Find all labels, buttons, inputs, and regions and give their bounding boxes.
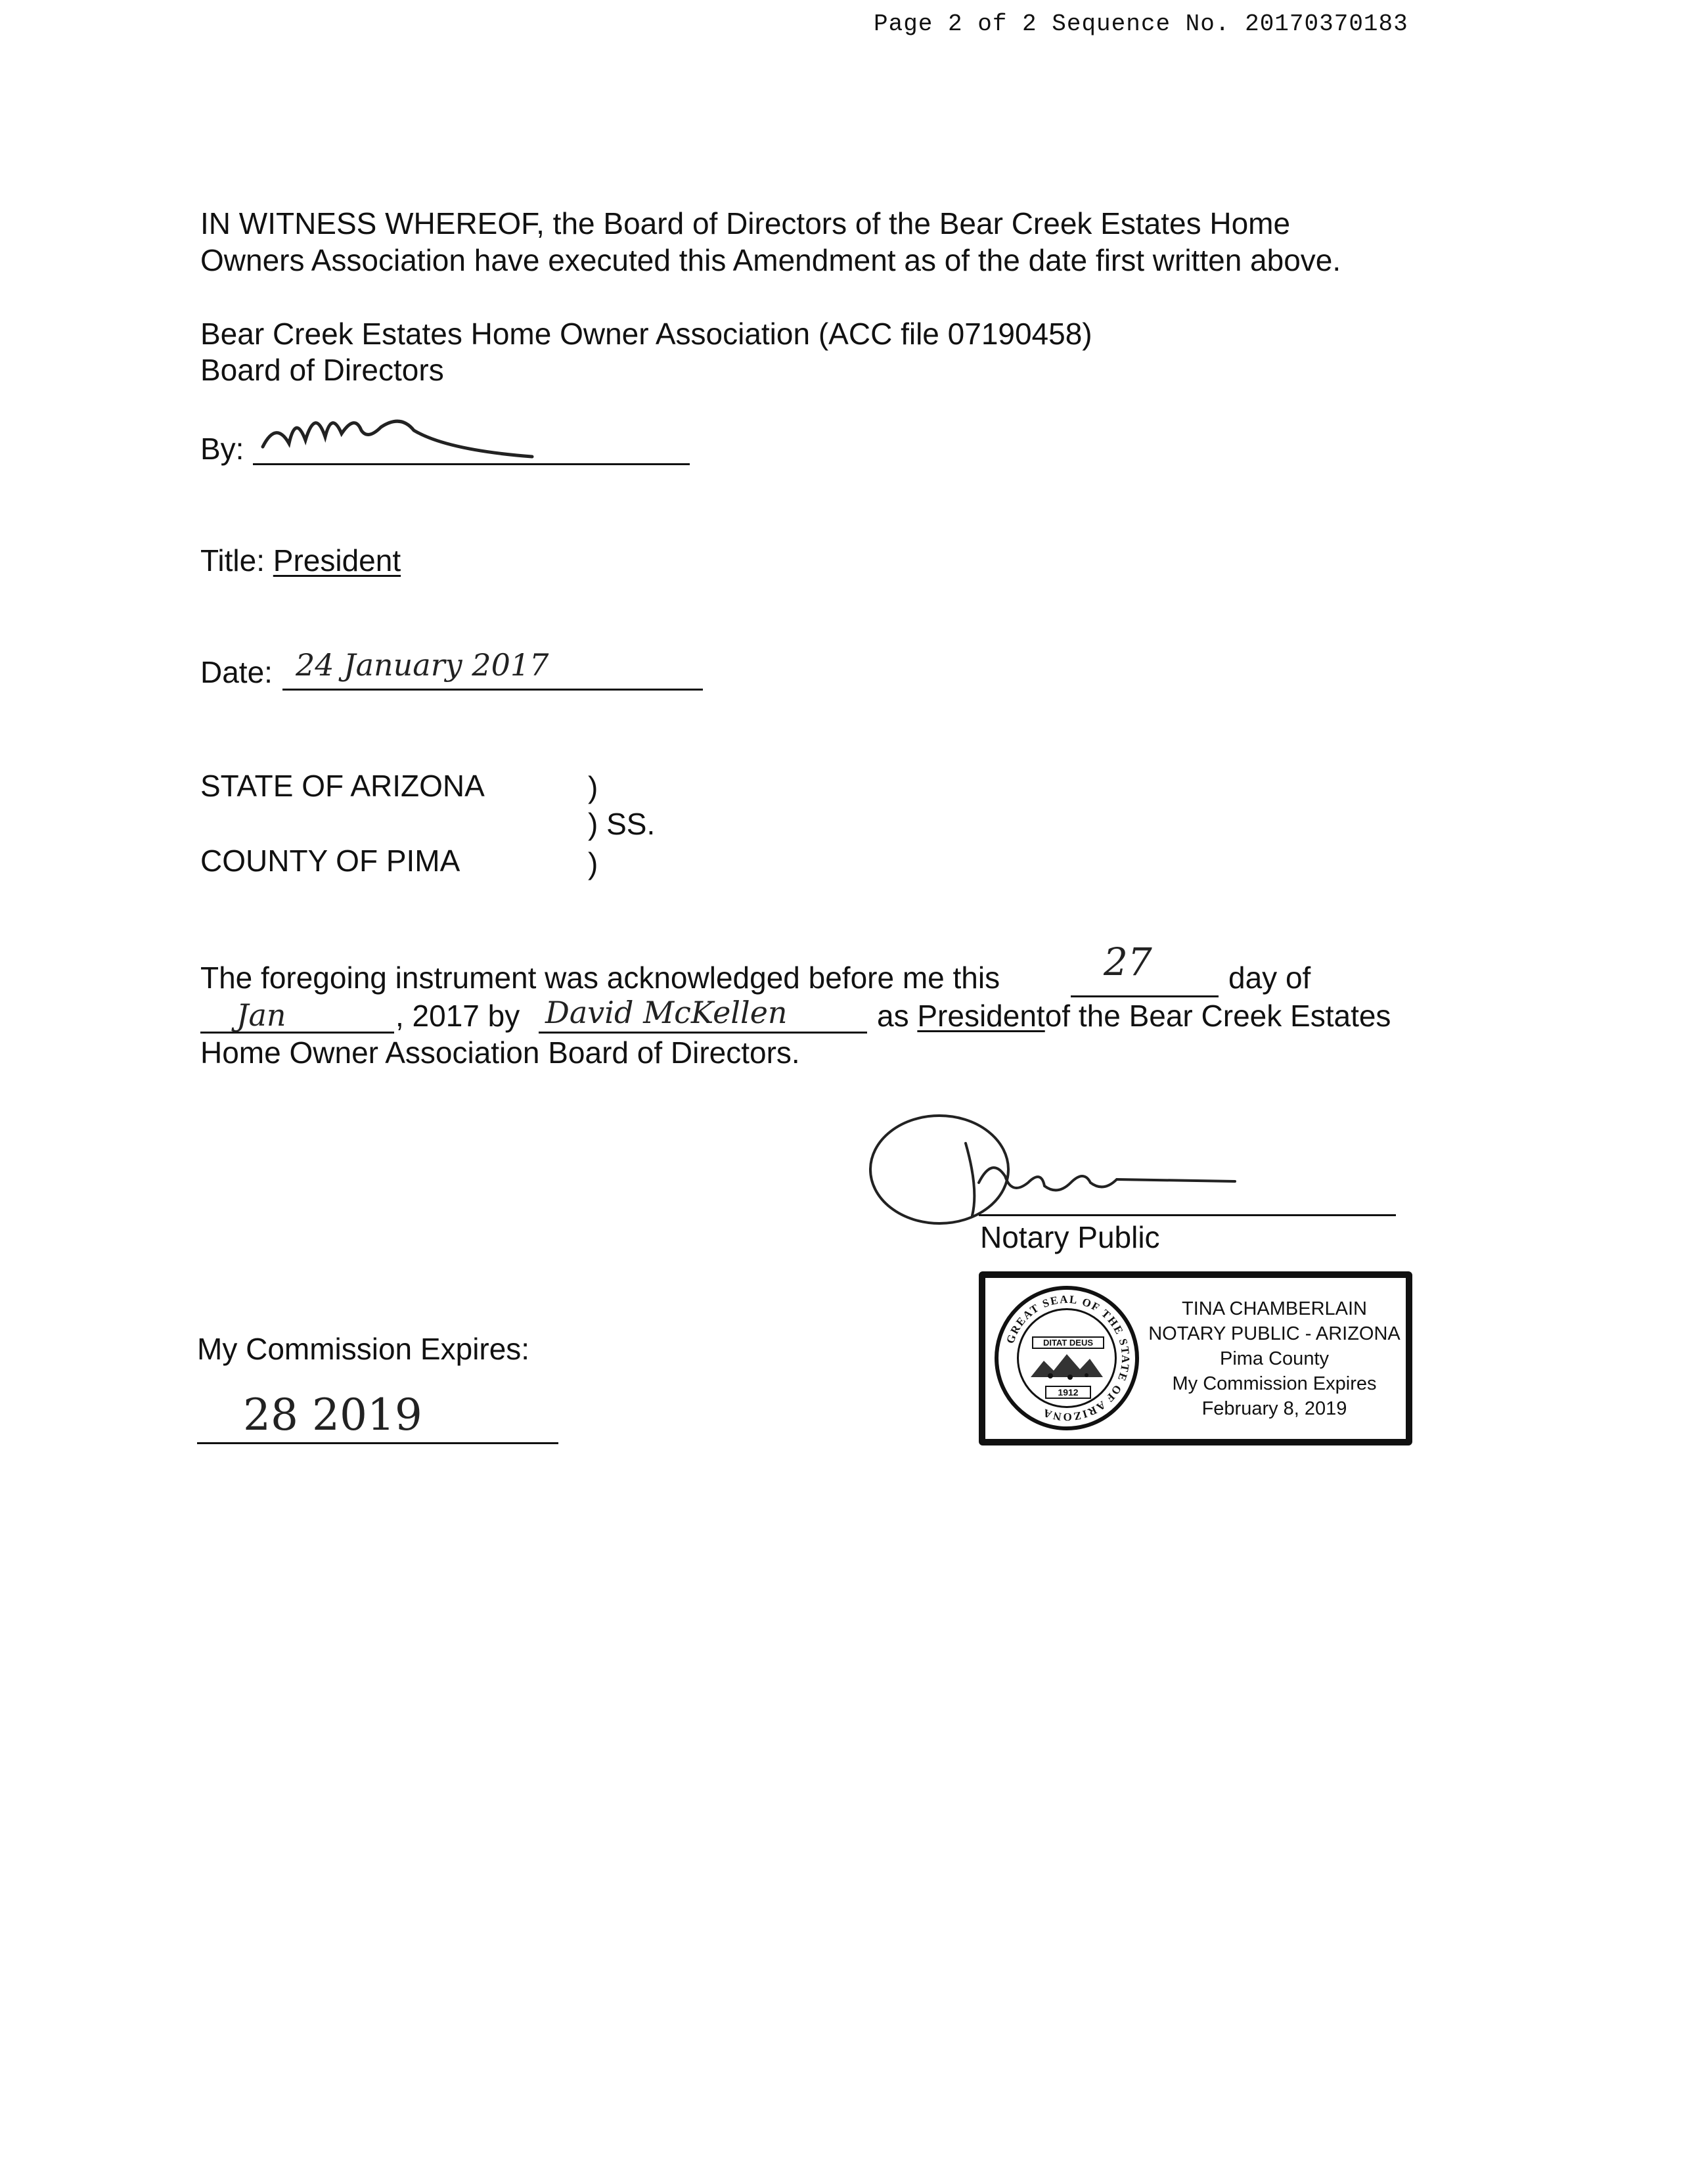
commission-line <box>197 1442 558 1444</box>
notary-public-label: Notary Public <box>980 1220 1160 1254</box>
venue-county: COUNTY OF PIMA <box>200 844 460 878</box>
venue-paren-bottom: ) <box>588 846 598 880</box>
association-name: Bear Creek Estates Home Owner Association (ACC file 07190458) <box>200 317 1092 351</box>
venue-state: STATE OF ARIZONA <box>200 769 485 803</box>
page-sequence-header: Page 2 of 2 Sequence No. 20170370183 <box>874 11 1408 37</box>
date-label: Date: <box>200 655 273 689</box>
ack-day-of: day of <box>1228 961 1311 995</box>
ack-month-handwritten: Jan <box>236 997 286 1033</box>
signature-line <box>253 463 690 465</box>
ack-name-handwritten: David McKellen <box>545 995 788 1030</box>
commission-handwritten: 28 2019 <box>243 1390 422 1440</box>
title-label: Title: <box>200 543 265 578</box>
president-signature <box>250 394 552 466</box>
seal-year: 1912 <box>1045 1386 1091 1399</box>
ack-role: President <box>917 999 1045 1033</box>
by-label: By: <box>200 432 244 466</box>
title-value: President <box>273 543 401 578</box>
title-row <box>200 542 401 579</box>
ack-line-1-text: The foregoing instrument was acknowledged before me this <box>200 961 1000 995</box>
stamp-expires-date: February 8, 2019 <box>1201 1398 1347 1419</box>
commission-label: My Commission Expires: <box>197 1332 530 1366</box>
venue-paren-top: ) <box>588 770 598 804</box>
ack-line-3: Home Owner Association Board of Directors. <box>200 1035 800 1070</box>
date-line <box>282 689 703 691</box>
state-seal <box>995 1286 1139 1430</box>
ack-month-line <box>200 1032 394 1034</box>
notary-stamp <box>979 1271 1412 1445</box>
seal-ring-label: GREAT SEAL OF THE STATE OF ARIZONA <box>1004 1292 1132 1424</box>
stamp-county: Pima County <box>1219 1348 1329 1369</box>
witness-line-2: Owners Association have executed this Amendment as of the date first written above. <box>200 243 1341 277</box>
board-of-directors: Board of Directors <box>200 353 444 387</box>
ack-year-by: , 2017 by <box>395 999 520 1033</box>
notary-line <box>979 1214 1396 1216</box>
seal-motto: DITAT DEUS <box>1032 1336 1104 1349</box>
ack-rest: of the Bear Creek Estates <box>1044 999 1391 1033</box>
stamp-notary-name: TINA CHAMBERLAIN <box>1182 1298 1367 1319</box>
venue-ss: ) SS. <box>588 807 656 841</box>
seal-landscape-icon <box>1031 1351 1103 1384</box>
stamp-notary-title: NOTARY PUBLIC - ARIZONA <box>1148 1323 1401 1344</box>
stamp-text-block <box>1140 1296 1409 1421</box>
date-handwritten: 24 January 2017 <box>296 647 549 683</box>
ack-name-line <box>539 1032 867 1034</box>
witness-line-1: IN WITNESS WHEREOF, the Board of Directors of the Bear Creek Estates Home <box>200 206 1291 240</box>
seal-inner-ring <box>1017 1308 1117 1408</box>
ack-as: as <box>877 999 909 1033</box>
stamp-expires-label: My Commission Expires <box>1172 1373 1377 1394</box>
ack-day-handwritten: 27 <box>1104 940 1152 984</box>
ack-role-row <box>877 997 1391 1034</box>
